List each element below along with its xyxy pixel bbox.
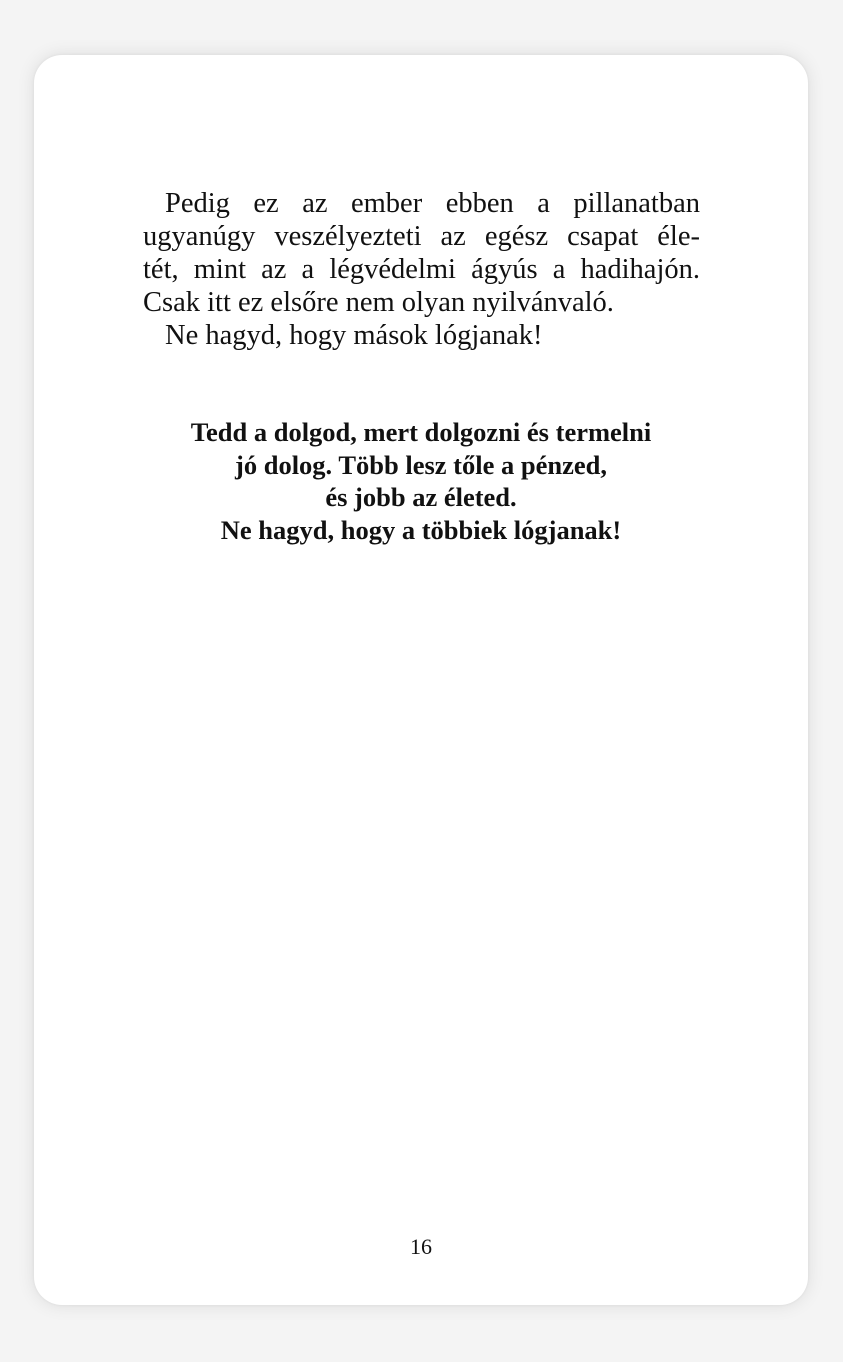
page-number: 16	[410, 1234, 432, 1259]
body-text	[143, 187, 700, 352]
paragraph-exhortation	[143, 319, 700, 352]
paragraph-line: Ne hagyd, hogy mások lógjanak!	[165, 320, 543, 351]
motto-line: jó dolog. Több lesz tőle a pénzed,	[235, 449, 607, 480]
motto-line: és jobb az életed.	[325, 482, 517, 512]
book-page	[34, 55, 808, 1305]
paragraph-line: Csak itt ez elsőre nem olyan nyilvánvaló.	[143, 287, 614, 318]
motto-line: Tedd a dolgod, mert dolgozni és termelni	[190, 417, 652, 447]
paragraph-warning	[143, 187, 700, 319]
paragraph-line: Pedig ez az ember ebben a pillanatban	[165, 188, 700, 219]
motto-block	[94, 416, 748, 546]
paragraph-line: ugyanúgy veszélyezteti az egész csapat éle-	[143, 221, 700, 252]
motto-line: Ne hagyd, hogy a többiek lógjanak!	[220, 514, 622, 545]
paragraph-line: tét, mint az a légvédelmi ágyús a hadihajón.	[143, 254, 700, 285]
